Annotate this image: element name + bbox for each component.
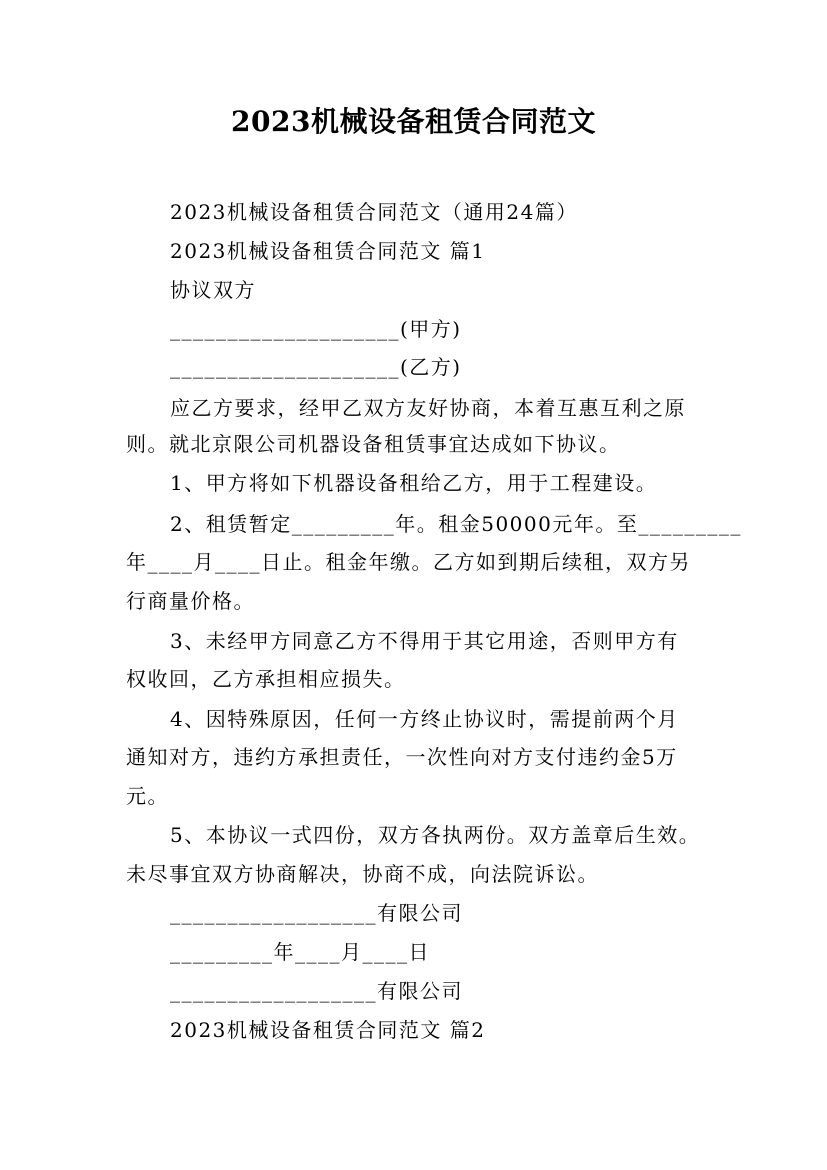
signature-date: _________年____月____日: [170, 940, 430, 964]
clause-4-line-1: 4、因特殊原因，任何一方终止协议时，需提前两个月: [170, 707, 679, 731]
clause-1: 1、甲方将如下机器设备租给乙方，用于工程建设。: [170, 471, 658, 495]
signature-company-b: __________________有限公司: [170, 979, 463, 1003]
section-heading-2: 2023机械设备租赁合同范文 篇2: [170, 1018, 486, 1042]
section-heading-1: 2023机械设备租赁合同范文 篇1: [170, 239, 486, 263]
document-title: 2023机械设备租赁合同范文: [231, 105, 596, 138]
clause-4-line-2: 通知对方，违约方承担责任，一次性向对方支付违约金5万: [126, 745, 678, 769]
paragraph-intro-line-2: 则。就北京限公司机器设备租赁事宜达成如下协议。: [126, 432, 621, 456]
party-a-line: ____________________(甲方): [170, 317, 462, 341]
clause-2-line-2: 年____月____日止。租金年缴。乙方如到期后续租，双方另: [126, 550, 691, 574]
collection-heading: 2023机械设备租赁合同范文（通用24篇）: [170, 200, 578, 224]
clause-2-line-3: 行商量价格。: [126, 589, 255, 613]
clause-3-line-1: 3、未经甲方同意乙方不得用于其它用途，否则甲方有: [170, 629, 679, 653]
party-b-line: ____________________(乙方): [170, 355, 462, 379]
clause-5-line-2: 未尽事宜双方协商解决，协商不成，向法院诉讼。: [126, 862, 599, 886]
signature-company-a: __________________有限公司: [170, 901, 463, 925]
parties-label: 协议双方: [170, 278, 256, 302]
paragraph-intro-line-1: 应乙方要求，经甲乙双方友好协商，本着互惠互利之原: [170, 396, 686, 420]
clause-5-line-1: 5、本协议一式四份，双方各执两份。双方盖章后生效。: [170, 823, 701, 847]
clause-3-line-2: 权收回，乙方承担相应损失。: [126, 667, 406, 691]
clause-2-line-1: 2、租赁暂定_________年。租金50000元年。至_________: [170, 512, 742, 536]
clause-4-line-3: 元。: [126, 784, 169, 808]
